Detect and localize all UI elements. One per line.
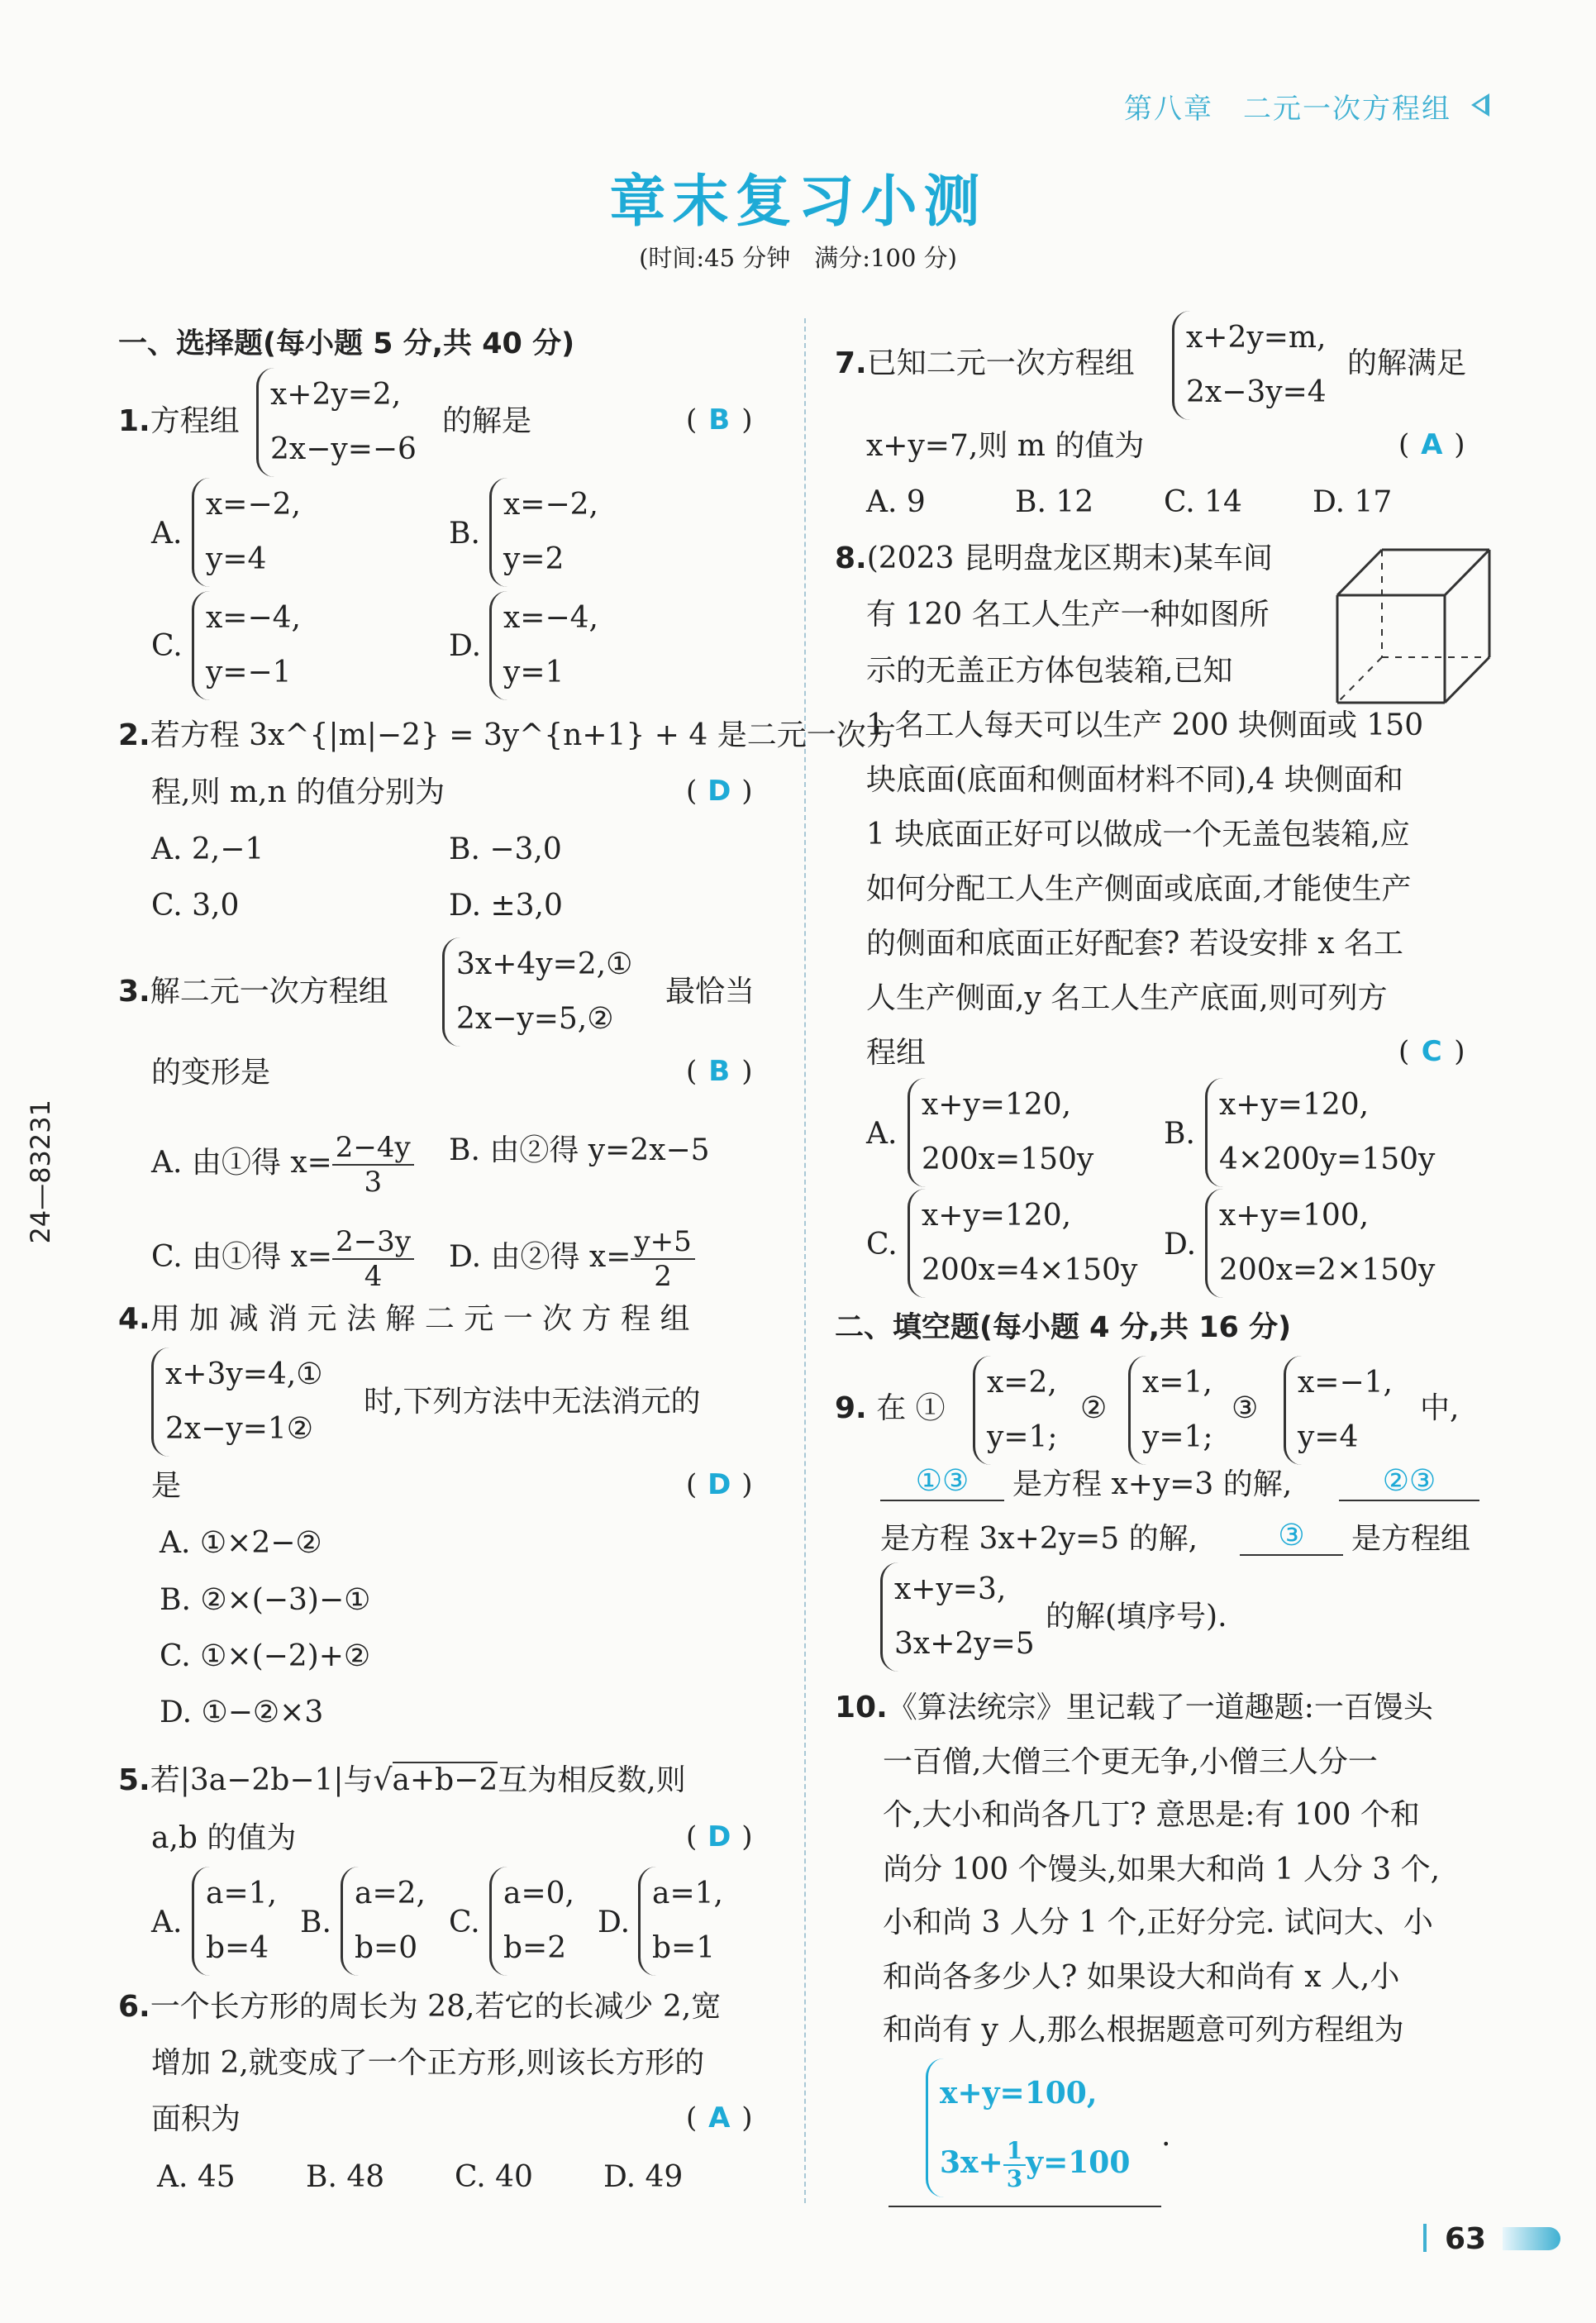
cube-edge bbox=[1337, 550, 1382, 595]
cube-hidden-edge bbox=[1337, 657, 1382, 703]
q8-line7: 如何分配工人生产侧面或底面,才能使生产 bbox=[866, 872, 1412, 906]
q8-line5: 块底面(底面和侧面材料不同),4 块侧面和 bbox=[866, 763, 1403, 797]
q4-line3: 是 bbox=[151, 1469, 182, 1503]
section-title-fill: 二、填空题(每小题 4 分,共 16 分) bbox=[835, 1311, 1292, 1344]
page-tab-icon bbox=[1503, 2227, 1560, 2250]
q5-line2: a,b 的值为 bbox=[151, 1821, 297, 1855]
q9-option-3: x=−1, y=4 bbox=[1284, 1356, 1393, 1465]
side-code: 24—83231 bbox=[25, 1099, 56, 1244]
q10-line2: 一百僧,大僧三个更无争,小僧三人分一 bbox=[883, 1745, 1378, 1779]
q6-line1: 6.一个长方形的周长为 28,若它的长减少 2,宽 bbox=[118, 1990, 722, 2024]
q9-blank-1[interactable]: ①③ bbox=[880, 1463, 1004, 1501]
q5-option-c-label: C. bbox=[449, 1906, 480, 1939]
section-title-choice: 一、选择题(每小题 5 分,共 40 分) bbox=[118, 327, 575, 360]
q9-circle-3: ③ bbox=[1232, 1391, 1259, 1425]
q5-option-a: a=1, b=4 bbox=[192, 1867, 277, 1976]
cube-edge bbox=[1445, 550, 1489, 595]
q9-circle-2: ② bbox=[1080, 1391, 1108, 1425]
q1-text: 方程组 bbox=[150, 404, 240, 438]
q3-option-c: C. 由①得 x= $\frac{2-3y}{4}$ bbox=[151, 1225, 414, 1293]
q8-line8: 的侧面和底面正好配套? 若设安排 x 名工 bbox=[866, 927, 1403, 961]
q3-line2: 的变形是 bbox=[151, 1056, 271, 1090]
q7-system: x+2y=m, 2x−3y=4 bbox=[1172, 311, 1327, 420]
q8-line9: 人生产侧面,y 名工人生产底面,则可列方 bbox=[866, 981, 1388, 1015]
q6-option-d: D. 49 bbox=[603, 2160, 684, 2194]
q8-option-d-label: D. bbox=[1164, 1228, 1197, 1262]
q1-option-c-label: C. bbox=[151, 629, 183, 663]
q1-option-d-label: D. bbox=[449, 629, 482, 663]
q1-option-a: x=−2, y=4 bbox=[192, 478, 301, 587]
q1-system bbox=[256, 368, 417, 477]
q4-answer: ( D ) bbox=[686, 1468, 753, 1501]
q5-option-c: a=0, b=2 bbox=[489, 1867, 574, 1976]
q3-stem: 3.解二元一次方程组 bbox=[118, 975, 388, 1009]
q10-answer-system[interactable]: x+y=100, 3x+ $\frac{1}{3}$ y=100 bbox=[926, 2058, 1130, 2197]
q8-option-c-label: C. bbox=[866, 1228, 898, 1262]
q7-option-b: B. 12 bbox=[1015, 485, 1094, 519]
triangle-marker-icon bbox=[1471, 93, 1489, 117]
q7-stem: 7.已知二元一次方程组 bbox=[835, 346, 1135, 380]
q3-answer: ( B ) bbox=[686, 1055, 753, 1088]
q5-option-d: a=1, b=1 bbox=[638, 1867, 723, 1976]
q2-option-d: D. ±3,0 bbox=[449, 889, 563, 923]
q5-option-b-label: B. bbox=[300, 1906, 331, 1939]
q2-option-c: C. 3,0 bbox=[151, 889, 240, 923]
q9-text2: 是方程 3x+2y=5 的解, bbox=[880, 1522, 1198, 1556]
running-header: 第八章 二元一次方程组 bbox=[1124, 93, 1451, 126]
q8-line3: 示的无盖正方体包装箱,已知 bbox=[866, 654, 1233, 688]
q3-option-a: A. 由①得 x= $\frac{2-4y}{3}$ bbox=[151, 1131, 414, 1199]
q5-option-d-label: D. bbox=[598, 1906, 631, 1939]
q4-option-a: A. ①×2−② bbox=[160, 1526, 322, 1560]
q4-option-c: C. ①×(−2)+② bbox=[160, 1639, 371, 1673]
q10-line3: 个,大小和尚各几丁? 意思是:有 100 个和 bbox=[883, 1798, 1420, 1832]
q8-line2: 有 120 名工人生产一种如图所 bbox=[866, 598, 1270, 632]
q1-text-after: 的解是 bbox=[442, 404, 532, 438]
q1-option-d: x=−4, y=1 bbox=[489, 591, 598, 700]
page-number-bar bbox=[1423, 2224, 1427, 2252]
q8-line1: 8.(2023 昆明盘龙区期末)某车间 bbox=[835, 541, 1273, 575]
q9-stem: 9. 在 ① bbox=[835, 1391, 946, 1425]
q8-line4: 1 名工人每天可以生产 200 块侧面或 150 bbox=[866, 708, 1424, 742]
q8-option-a-label: A. bbox=[866, 1117, 898, 1151]
q2-option-a: A. 2,−1 bbox=[151, 832, 264, 866]
q9-text-post: 中, bbox=[1420, 1391, 1460, 1425]
q6-option-c: C. 40 bbox=[455, 2160, 533, 2194]
page-subtitle: (时间:45 分钟 满分:100 分) bbox=[639, 244, 957, 272]
q8-option-c: x+y=120, 200x=4×150y bbox=[908, 1189, 1137, 1298]
q4-system: x+3y=4,① 2x−y=1② bbox=[151, 1348, 323, 1457]
q5-answer: ( D ) bbox=[686, 1820, 753, 1853]
q9-text3: 是方程组 bbox=[1351, 1522, 1471, 1556]
q10-line1: 10.《算法统宗》里记载了一道趣题:一百馒头 bbox=[835, 1691, 1433, 1724]
column-divider bbox=[804, 318, 806, 2203]
answer-letter: B bbox=[708, 403, 731, 436]
page-number: 63 bbox=[1445, 2222, 1487, 2256]
sqrt-radicand: a+b−2 bbox=[392, 1763, 498, 1797]
q1-option-a-label: A. bbox=[151, 517, 183, 551]
q3-system: 3x+4y=2,① 2x−y=5,② bbox=[442, 937, 632, 1047]
q1-stem bbox=[118, 402, 240, 441]
q5-line1: 5.若|3a−2b−1|与√a+b−2互为相反数,则 bbox=[118, 1763, 686, 1797]
q2-answer: ( D ) bbox=[686, 775, 753, 808]
q1-option-b: x=−2, y=2 bbox=[489, 478, 598, 587]
q5-option-b: a=2, b=0 bbox=[341, 1867, 426, 1976]
q3-option-b: B. 由②得 y=2x−5 bbox=[449, 1133, 710, 1167]
q9-system: x+y=3, 3x+2y=5 bbox=[880, 1562, 1035, 1672]
open-cube-figure bbox=[1331, 541, 1496, 707]
q7-text-after: 的解满足 bbox=[1347, 346, 1467, 380]
q6-answer: ( A ) bbox=[686, 2101, 753, 2135]
q4-line1: 4.用 加 减 消 元 法 解 二 元 一 次 方 程 组 bbox=[118, 1302, 690, 1336]
q9-option-1: x=2, y=1; bbox=[973, 1356, 1058, 1465]
q2-option-b: B. −3,0 bbox=[449, 832, 562, 866]
q8-option-d: x+y=100, 200x=2×150y bbox=[1205, 1189, 1435, 1298]
q1-answer: ( B ) bbox=[686, 403, 753, 436]
q9-text1: 是方程 x+y=3 的解, bbox=[1012, 1467, 1293, 1501]
q10-line6: 和尚各多少人? 如果设大和尚有 x 人,小 bbox=[883, 1960, 1400, 1994]
q9-text4: 的解(填序号). bbox=[1046, 1600, 1227, 1634]
q4-option-d: D. ①−②×3 bbox=[160, 1696, 324, 1729]
q10-answer-underline bbox=[889, 2206, 1161, 2207]
q10-line5: 小和尚 3 人分 1 个,正好分完. 试问大、小 bbox=[883, 1906, 1433, 1939]
q2-line2: 程,则 m,n 的值分别为 bbox=[151, 775, 445, 809]
q1-option-b-label: B. bbox=[449, 517, 480, 551]
q1-option-c: x=−4, y=−1 bbox=[192, 591, 301, 700]
q10-line4: 尚分 100 个馒头,如果大和尚 1 人分 3 个, bbox=[883, 1853, 1441, 1887]
page-title: 章末复习小测 bbox=[609, 169, 987, 235]
q3-text-after: 最恰当 bbox=[665, 975, 755, 1009]
q4-option-b: B. ②×(−3)−① bbox=[160, 1583, 371, 1617]
q4-text-after: 时,下列方法中无法消元的 bbox=[364, 1385, 701, 1419]
q6-line2: 增加 2,就变成了一个正方形,则该长方形的 bbox=[151, 2046, 705, 2080]
q5-option-a-label: A. bbox=[151, 1906, 183, 1939]
cube-edge bbox=[1445, 657, 1489, 703]
q8-line6: 1 块底面正好可以做成一个无盖包装箱,应 bbox=[866, 818, 1410, 851]
q2-line1: 2.若方程 3x^{|m|−2} = 3y^{n+1} + 4 是二元一次方 bbox=[118, 718, 896, 752]
q9-blank-3[interactable]: ③ bbox=[1240, 1518, 1343, 1556]
q7-answer: ( A ) bbox=[1398, 428, 1465, 461]
q8-option-b: x+y=120, 4×200y=150y bbox=[1205, 1078, 1435, 1187]
q7-option-c: C. 14 bbox=[1164, 485, 1242, 519]
q10-period: . bbox=[1161, 2119, 1171, 2153]
q9-option-2: x=1, y=1; bbox=[1128, 1356, 1213, 1465]
q6-option-a: A. 45 bbox=[157, 2160, 236, 2194]
q6-line3: 面积为 bbox=[151, 2102, 241, 2136]
q10-line7: 和尚有 y 人,那么根据题意可列方程组为 bbox=[883, 2013, 1404, 2047]
equation: 2x−y=−6 bbox=[270, 432, 417, 466]
q8-option-a: x+y=120, 200x=150y bbox=[908, 1078, 1093, 1187]
q7-option-d: D. 17 bbox=[1313, 485, 1393, 519]
q9-blank-2[interactable]: ②③ bbox=[1339, 1463, 1479, 1501]
q6-option-b: B. 48 bbox=[306, 2160, 385, 2194]
q7-line2: x+y=7,则 m 的值为 bbox=[866, 429, 1145, 463]
equation: x+2y=2, bbox=[270, 378, 402, 412]
question-number: 1. bbox=[118, 404, 150, 438]
q8-line10: 程组 bbox=[866, 1036, 927, 1070]
q3-option-d: D. 由②得 x= $\frac{y+5}{2}$ bbox=[449, 1225, 695, 1293]
q8-option-b-label: B. bbox=[1164, 1117, 1195, 1151]
q8-answer: ( C ) bbox=[1398, 1035, 1465, 1068]
q7-option-a: A. 9 bbox=[866, 485, 926, 519]
